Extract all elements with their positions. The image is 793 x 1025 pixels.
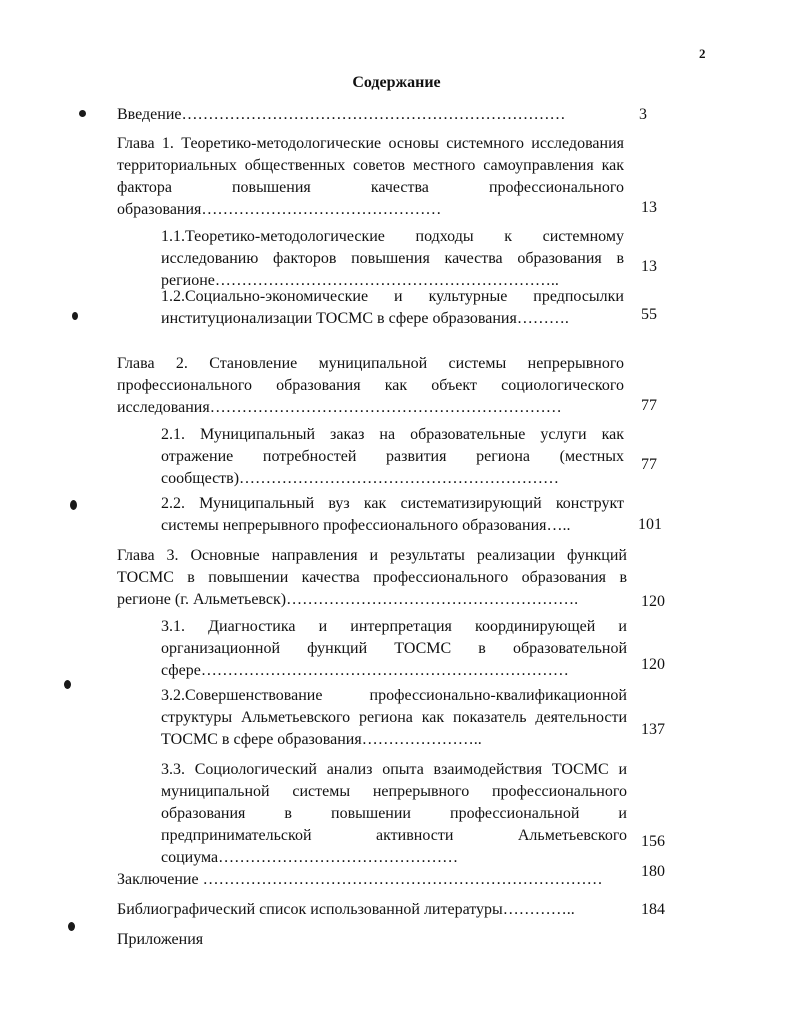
entry-text: Введение xyxy=(117,106,182,123)
entry-leader: …………………………………………………………… xyxy=(200,662,569,679)
toc-entry-bibliography[interactable] xyxy=(117,899,667,921)
toc-entry-conclusion[interactable] xyxy=(117,861,667,887)
toc-title: Содержание xyxy=(352,74,441,91)
scan-speck xyxy=(72,312,78,320)
entry-page: 120 xyxy=(641,656,665,673)
entry-page: 180 xyxy=(641,863,665,880)
toc-entry-section-3-2[interactable] xyxy=(161,685,666,751)
entry-page: 55 xyxy=(641,306,657,323)
entry-page: 101 xyxy=(638,516,662,533)
toc-entry-chapter-2[interactable] xyxy=(117,353,662,419)
entry-leader: ……………………………………… xyxy=(218,849,459,866)
entry-leader: ………….. xyxy=(502,901,575,918)
toc-entry-section-3-3[interactable] xyxy=(161,759,666,869)
entry-page: 13 xyxy=(641,199,657,216)
entry-page: 77 xyxy=(641,456,657,473)
entry-text: Заключение xyxy=(117,871,199,888)
toc-entry-intro[interactable] xyxy=(117,104,647,126)
entry-page: 77 xyxy=(641,397,657,414)
entry-page: 184 xyxy=(641,901,665,918)
scan-speck xyxy=(70,500,77,510)
entry-leader: ………………………………………………………… xyxy=(209,399,562,416)
entry-text: Глава 2. Становление муниципальной системы непрерывного профессионального образования как объект социологического исследования xyxy=(117,355,624,416)
entry-page: 137 xyxy=(641,721,665,738)
toc-entry-section-2-2[interactable] xyxy=(161,493,666,537)
entry-text: 1.1.Теоретико-методологические подходы к системному исследованию факторов повышения качества образования в регионе xyxy=(161,228,624,289)
toc-entry-chapter-1[interactable] xyxy=(117,133,662,223)
entry-leader: ………………………………………………. xyxy=(286,591,579,608)
entry-leader: ……………………………………………………….. xyxy=(214,272,559,289)
entry-page: 120 xyxy=(641,593,665,610)
entry-text: 3.2.Совершенствование профессионально-квалификационной структуры Альметьевского региона как показатель деятельности ТОСМС в сфере образования xyxy=(161,687,627,748)
toc-entry-section-3-1[interactable] xyxy=(161,616,666,682)
entry-leader: ……………………………………………………………… xyxy=(181,106,566,123)
toc-entry-section-1-2[interactable] xyxy=(161,286,661,330)
entry-text: 3.3. Социологический анализ опыта взаимодействия ТОСМС и муниципальной системы непрерывного профессионального образования в повышении профессиональной и предпринимательской активности Альметьевского социума xyxy=(161,761,627,866)
entry-leader: …………………………………………………… xyxy=(239,470,560,487)
entry-leader: ….. xyxy=(546,517,571,534)
scan-speck xyxy=(64,680,71,689)
toc-entry-chapter-3[interactable] xyxy=(117,545,667,611)
entry-leader: ………………………………………………………………… xyxy=(202,871,603,888)
entry-text: Глава 3. Основные направления и результаты реализации функций ТОСМС в повышении качества профессионального образования в регионе (г. Альметьевск) xyxy=(117,547,627,608)
entry-leader: ………. xyxy=(516,310,569,327)
entry-text: 2.1. Муниципальный заказ на образовательные услуги как отражение потребностей развития региона (местных сообществ) xyxy=(161,426,624,487)
entry-text: Библиографический список использованной литературы xyxy=(117,901,503,918)
entry-page: 156 xyxy=(641,833,665,850)
entry-page: 13 xyxy=(641,258,657,275)
entry-text: Глава 1. Теоретико-методологические основы системного исследования территориальных общественных советов местного самоуправления как фактора повышения качества профессионального образования xyxy=(117,135,624,218)
entry-leader: ………………….. xyxy=(361,731,482,748)
toc-entry-section-2-1[interactable] xyxy=(161,424,661,490)
entry-text: 2.2. Муниципальный вуз как систематизирующий конструкт системы непрерывного профессионального образования xyxy=(161,495,624,534)
entry-text: 3.1. Диагностика и интерпретация координирующей и организационной функций ТОСМС в образовательной сфере xyxy=(161,618,627,679)
entry-text: Приложения xyxy=(117,931,204,948)
scan-speck xyxy=(68,922,75,931)
entry-page: 3 xyxy=(639,106,647,123)
toc-entry-appendix[interactable] xyxy=(117,929,417,951)
entry-leader: ……………………………………… xyxy=(201,201,442,218)
toc-entry-section-1-1[interactable] xyxy=(161,226,661,292)
entry-text: 1.2.Социально-экономические и культурные предпосылки институционализации ТОСМС в сфере образования xyxy=(161,288,624,327)
scan-speck xyxy=(79,110,86,117)
page-number: 2 xyxy=(699,46,706,61)
